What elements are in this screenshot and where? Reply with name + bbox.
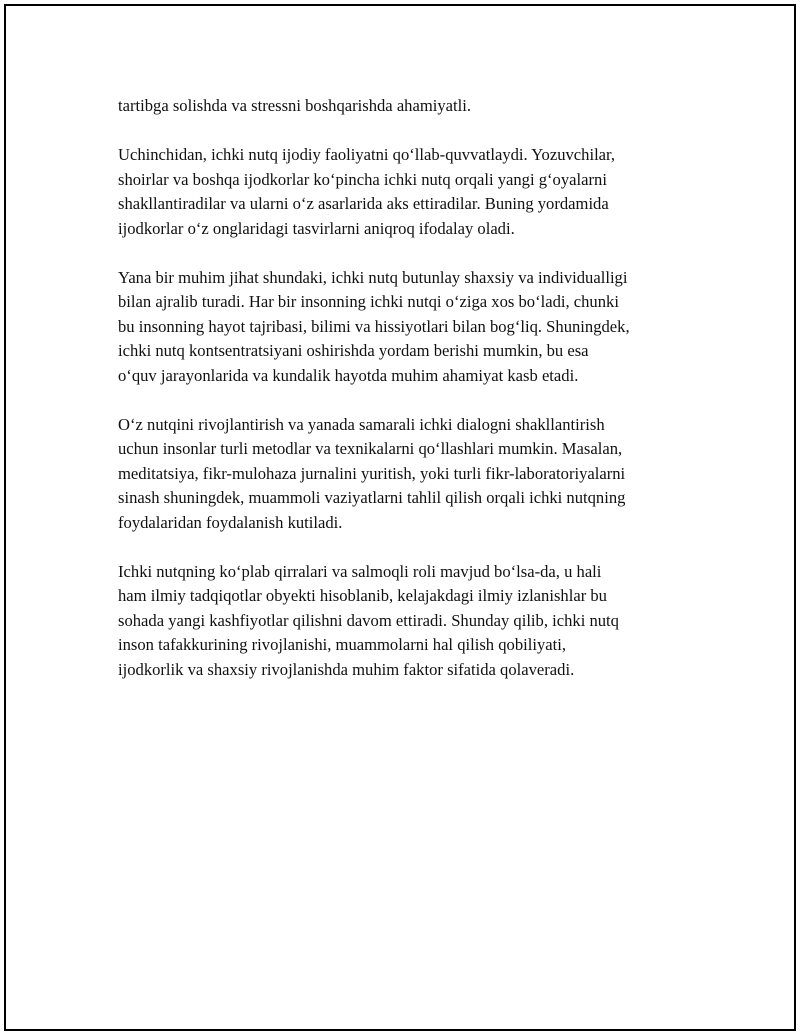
text-line: Yana bir muhim jihat shundaki, ichki nutq butunlay shaxsiy va individualligi (118, 267, 628, 287)
text-line: ham ilmiy tadqiqotlar obyekti hisoblanib, kelajakdagi ilmiy izlanishlar bu (118, 586, 607, 605)
paragraph-3 (118, 266, 698, 389)
paragraph-4 (118, 413, 698, 536)
text-line: sinash shuningdek, muammoli vaziyatlarni tahlil qilish orqali ichki nutqning (118, 488, 626, 507)
text-line: Uchinchidan, ichki nutq ijodiy faoliyatni qo‘llab-quvvatlaydi. Yozuvchilar, (118, 145, 616, 164)
text-line: shakllantiradilar va ularni o‘z asarlarida aks ettiradilar. Buning yordamida (118, 194, 609, 213)
text-line: ijodkorlar o‘z onglaridagi tasvirlarni aniqroq ifodalay oladi. (118, 218, 515, 238)
text-line: tartibga solishda va stressni boshqarishda ahamiyatli. (118, 96, 472, 115)
text-line: O‘z nutqini rivojlantirish va yanada samarali ichki dialogni shakllantirish (118, 414, 605, 434)
paragraph-1 (118, 94, 698, 119)
text-line: inson tafakkurining rivojlanishi, muammolarni hal qilish qobiliyati, (118, 635, 566, 654)
page-frame (4, 4, 796, 1031)
text-line: uchun insonlar turli metodlar va texnikalarni qo‘llashlari mumkin. Masalan, (118, 439, 623, 458)
paragraph-5 (118, 560, 698, 683)
text-line: o‘quv jarayonlarida va kundalik hayotda muhim ahamiyat kasb etadi. (118, 365, 579, 385)
text-line: foydalaridan foydalanish kutiladi. (118, 512, 343, 532)
text-line: Ichki nutqning ko‘plab qirralari va salmoqli roli mavjud bo‘lsa-da, u hali (118, 561, 602, 581)
document-body (118, 94, 698, 707)
text-line: bu insonning hayot tajribasi, bilimi va hissiyotlari bilan bog‘liq. Shuningdek, (118, 316, 630, 336)
text-line: shoirlar va boshqa ijodkorlar ko‘pincha ichki nutq orqali yangi g‘oyalarni (118, 169, 607, 189)
text-line: bilan ajralib turadi. Har bir insonning ichki nutqi o‘ziga xos bo‘ladi, chunki (118, 292, 619, 311)
text-line: meditatsiya, fikr-mulohaza jurnalini yuritish, yoki turli fikr-laboratoriyalarni (118, 463, 626, 483)
text-line: ijodkorlik va shaxsiy rivojlanishda muhim faktor sifatida qolaveradi. (118, 659, 575, 679)
paragraph-2 (118, 143, 698, 241)
text-line: ichki nutq kontsentratsiyani oshirishda yordam berishi mumkin, bu esa (118, 341, 589, 360)
text-line: sohada yangi kashfiyotlar qilishni davom ettiradi. Shunday qilib, ichki nutq (118, 610, 619, 630)
